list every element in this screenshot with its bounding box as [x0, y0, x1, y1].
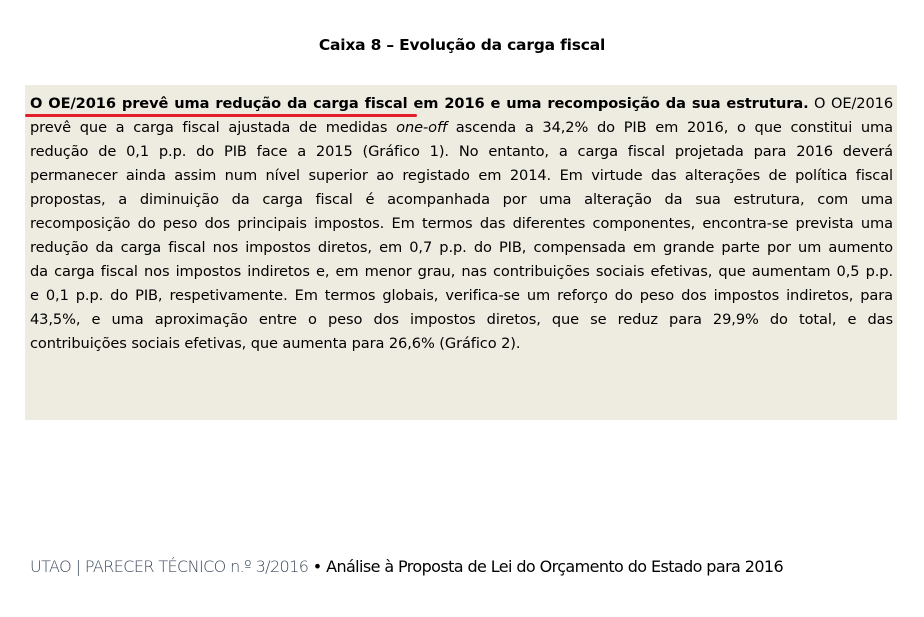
paragraph-line: da carga fiscal nos impostos indiretos e, em menor grau, nas contribuições sociais efetivas, que aumentam 0,5 p.p. — [30, 263, 893, 280]
paragraph-line: redução de 0,1 p.p. do PIB face a 2015 (Gráfico 1). No entanto, a carga fiscal projetada para 2016 deverá — [30, 143, 893, 160]
text-box — [25, 85, 897, 420]
box-paragraph — [30, 93, 893, 357]
paragraph-line — [30, 117, 893, 141]
paragraph-line: permanecer ainda assim num nível superior ao registado em 2014. Em virtude das alterações de política fiscal — [30, 167, 893, 184]
footer-org: UTAO | PARECER TÉCNICO n.º 3/2016 — [30, 557, 309, 576]
line-tail: O OE/2016 — [808, 95, 894, 112]
line-text: ascenda a 34,2% do PIB em 2016, o que constitui uma — [447, 119, 893, 136]
italic-term: one-off — [396, 119, 448, 136]
footer-doc-title: Análise à Proposta de Lei do Orçamento do Estado para 2016 — [326, 557, 784, 576]
lead-rest: em 2016 e uma recomposição da sua estrutura. — [407, 95, 809, 112]
lead-highlight: O OE/2016 prevê uma redução da carga fiscal — [30, 95, 408, 112]
paragraph-line: contribuições sociais efetivas, que aumenta para 26,6% (Gráfico 2). — [30, 335, 521, 352]
paragraph-line: redução da carga fiscal nos impostos diretos, em 0,7 p.p. do PIB, compensada em grande parte por um aumento — [30, 239, 893, 256]
paragraph-line: propostas, a diminuição da carga fiscal é acompanhada por uma alteração da sua estrutura, com uma — [30, 191, 893, 208]
box-title: Caixa 8 – Evolução da carga fiscal — [318, 36, 606, 54]
red-underline — [25, 114, 417, 117]
paragraph-line: recomposição do peso dos principais impostos. Em termos das diferentes componentes, encontra-se prevista uma — [30, 215, 893, 232]
footer-bullet: • — [308, 557, 327, 576]
line-text: prevê que a carga fiscal ajustada de medidas — [30, 119, 397, 136]
paragraph-line: e 0,1 p.p. do PIB, respetivamente. Em termos globais, verifica-se um reforço do peso dos impostos indiretos, para — [30, 287, 893, 304]
page-footer — [30, 557, 783, 576]
paragraph-line: 43,5%, e uma aproximação entre o peso dos impostos diretos, que se reduz para 29,9% do total, e das — [30, 311, 893, 328]
paragraph-line — [30, 93, 893, 117]
